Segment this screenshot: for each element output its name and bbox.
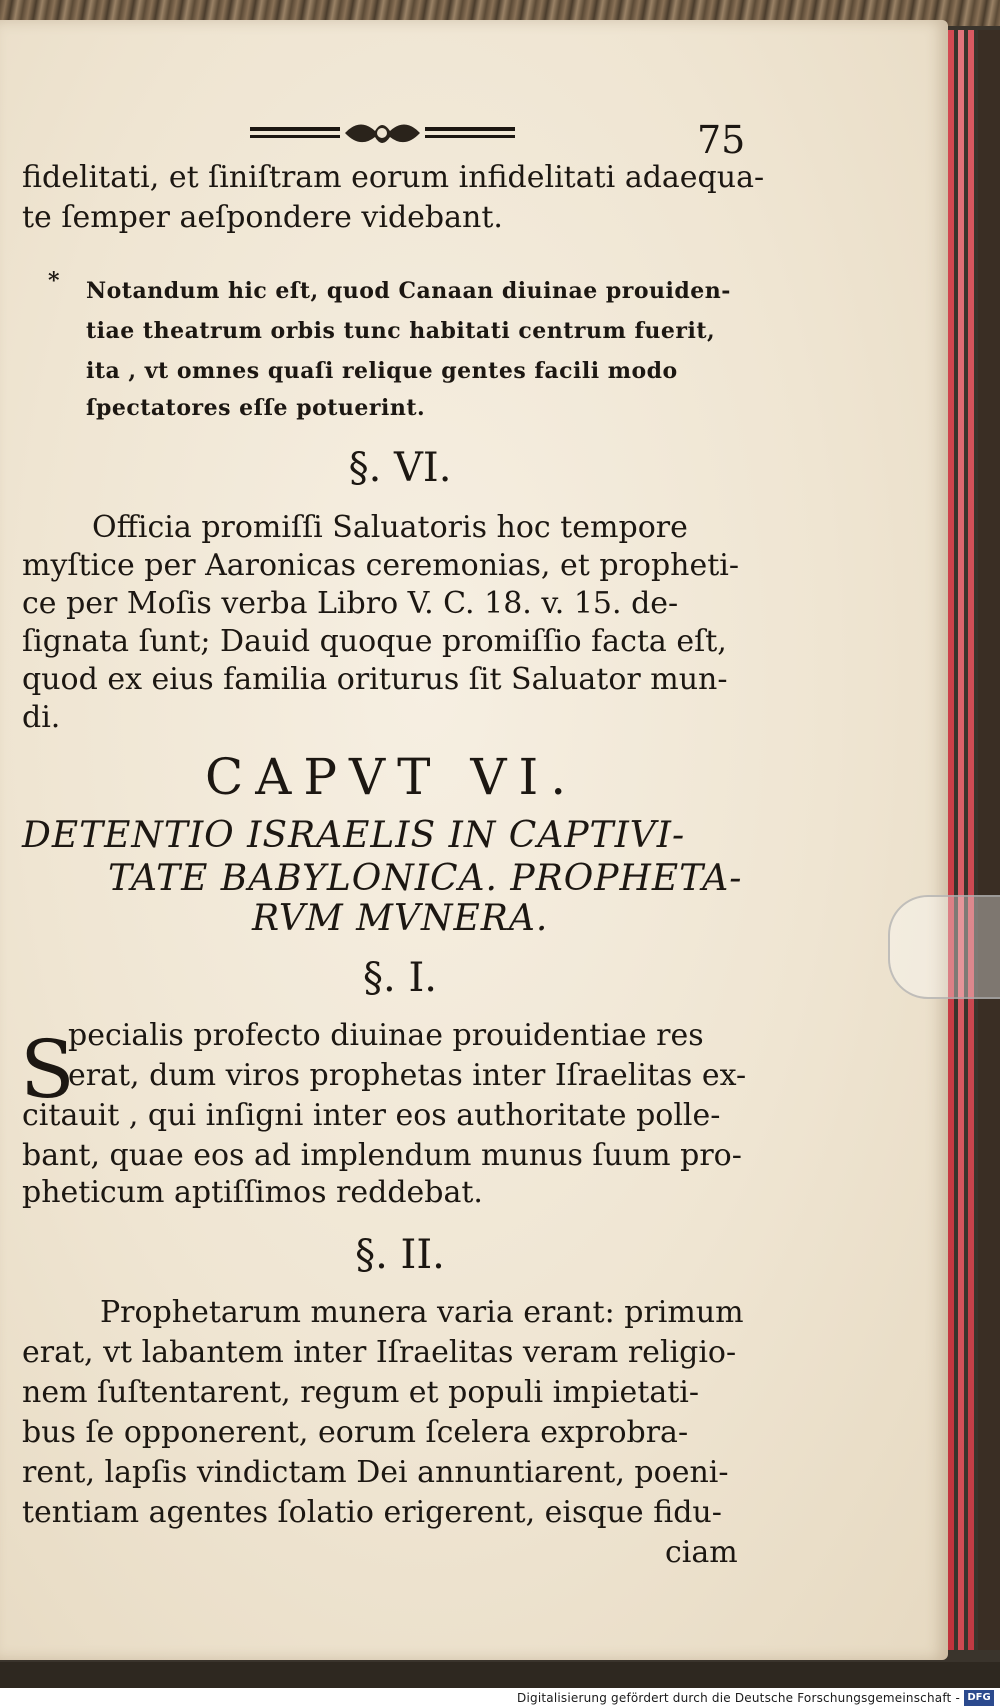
text-line: bus ſe opponerent, eorum ſcelera exprobra-: [22, 1415, 689, 1450]
footnote-line: tiae theatrum orbis tunc habitati centrum fuerit,: [86, 318, 716, 344]
text-line: te ſemper aeſpondere videbant.: [22, 200, 503, 235]
page-edge: [958, 30, 964, 1650]
page-number: 75: [697, 118, 746, 162]
text-line: nem ſuſtentarent, regum et populi impietati-: [22, 1375, 699, 1410]
dfg-logo[interactable]: DFG: [964, 1690, 994, 1706]
footer-credit: Digitalisierung gefördert durch die Deutsche Forschungsgemeinschaft -: [517, 1691, 960, 1705]
footnote-marker: *: [48, 268, 61, 294]
section-heading: §. II.: [355, 1232, 445, 1278]
text-line: erat, vt labantem inter Iſraelitas veram religio-: [22, 1335, 737, 1370]
page-edge: [948, 30, 954, 1650]
text-line: quod ex eius familia oriturus ſit Saluator mun-: [22, 662, 728, 697]
catchword: ciam: [665, 1535, 738, 1570]
footnote-line: ita , vt omnes quaſi relique gentes facili modo: [86, 358, 678, 384]
text-line: Officia promiſſi Saluatoris hoc tempore: [92, 510, 688, 545]
text-line: ſignata ſunt; Dauid quoque promiſſio facta eſt,: [22, 624, 727, 659]
chapter-heading: CAPVT VI.: [205, 748, 579, 806]
header-ornament-icon: [250, 115, 515, 155]
text-line: fidelitati, et ſiniſtram eorum infidelitati adaequa-: [22, 160, 765, 195]
chapter-title-line: RVM MVNERA.: [252, 898, 549, 939]
text-line: rent, lapſis vindictam Dei annuntiarent, poeni-: [22, 1455, 729, 1490]
text-line: di.: [22, 700, 61, 735]
text-line: pheticum aptiſſimos reddebat.: [22, 1175, 483, 1210]
footnote-line: Notandum hic eſt, quod Canaan diuinae prouiden-: [86, 278, 731, 304]
text-line: bant, quae eos ad implendum munus ſuum pro-: [22, 1138, 742, 1173]
book-cover-edge: [978, 30, 1000, 1650]
chapter-title-line: DETENTIO ISRAELIS IN CAPTIVI-: [22, 815, 686, 856]
drop-cap: S: [20, 1023, 75, 1116]
section-heading: §. I.: [363, 955, 437, 1001]
chapter-title-line: TATE BABYLONICA. PROPHETA-: [108, 858, 743, 899]
text-line: Prophetarum munera varia erant: primum: [100, 1295, 744, 1330]
text-line: erat, dum viros prophetas inter Iſraelitas ex-: [68, 1058, 747, 1093]
text-line: myſtice per Aaronicas ceremonias, et propheti-: [22, 548, 740, 583]
text-line: ce per Moſis verba Libro V. C. 18. v. 15. de-: [22, 586, 679, 621]
footnote-line: ſpectatores eſſe potuerint.: [86, 395, 426, 421]
plastic-clip: [888, 895, 1000, 999]
page-edge: [968, 30, 974, 1650]
text-line: pecialis profecto diuinae prouidentiae res: [68, 1018, 704, 1053]
text-line: tentiam agentes ſolatio erigerent, eisque fidu-: [22, 1495, 722, 1530]
section-heading: §. VI.: [348, 445, 452, 491]
text-line: citauit , qui inſigni inter eos authoritate polle-: [22, 1098, 721, 1133]
